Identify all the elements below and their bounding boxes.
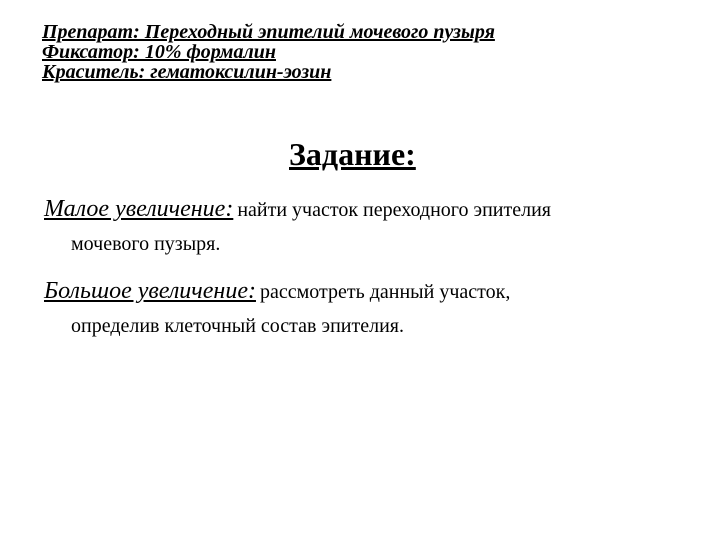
low-magnification-first-line <box>44 194 704 227</box>
low-magnification-term: Малое увеличение: <box>44 196 234 222</box>
high-magnification-continuation: определив клеточный состав эпителия. <box>71 315 404 337</box>
slide-header <box>42 22 702 82</box>
fixative-line: Фиксатор: 10% формалин <box>42 41 276 63</box>
high-magnification-term: Большое увеличение: <box>44 278 256 304</box>
stain-line: Краситель: гематоксилин-эозин <box>42 61 332 83</box>
low-magnification-text: найти участок переходного эпителия <box>237 199 551 221</box>
preparation-line: Препарат: Переходный эпителий мочевого пузыря <box>42 21 495 43</box>
high-magnification-first-line <box>44 276 704 309</box>
high-magnification-item <box>44 276 704 339</box>
low-magnification-continuation: мочевого пузыря. <box>71 233 221 255</box>
low-magnification-item <box>44 194 704 257</box>
task-title: Задание: <box>289 136 416 172</box>
high-magnification-text: рассмотреть данный участок, <box>259 281 511 303</box>
